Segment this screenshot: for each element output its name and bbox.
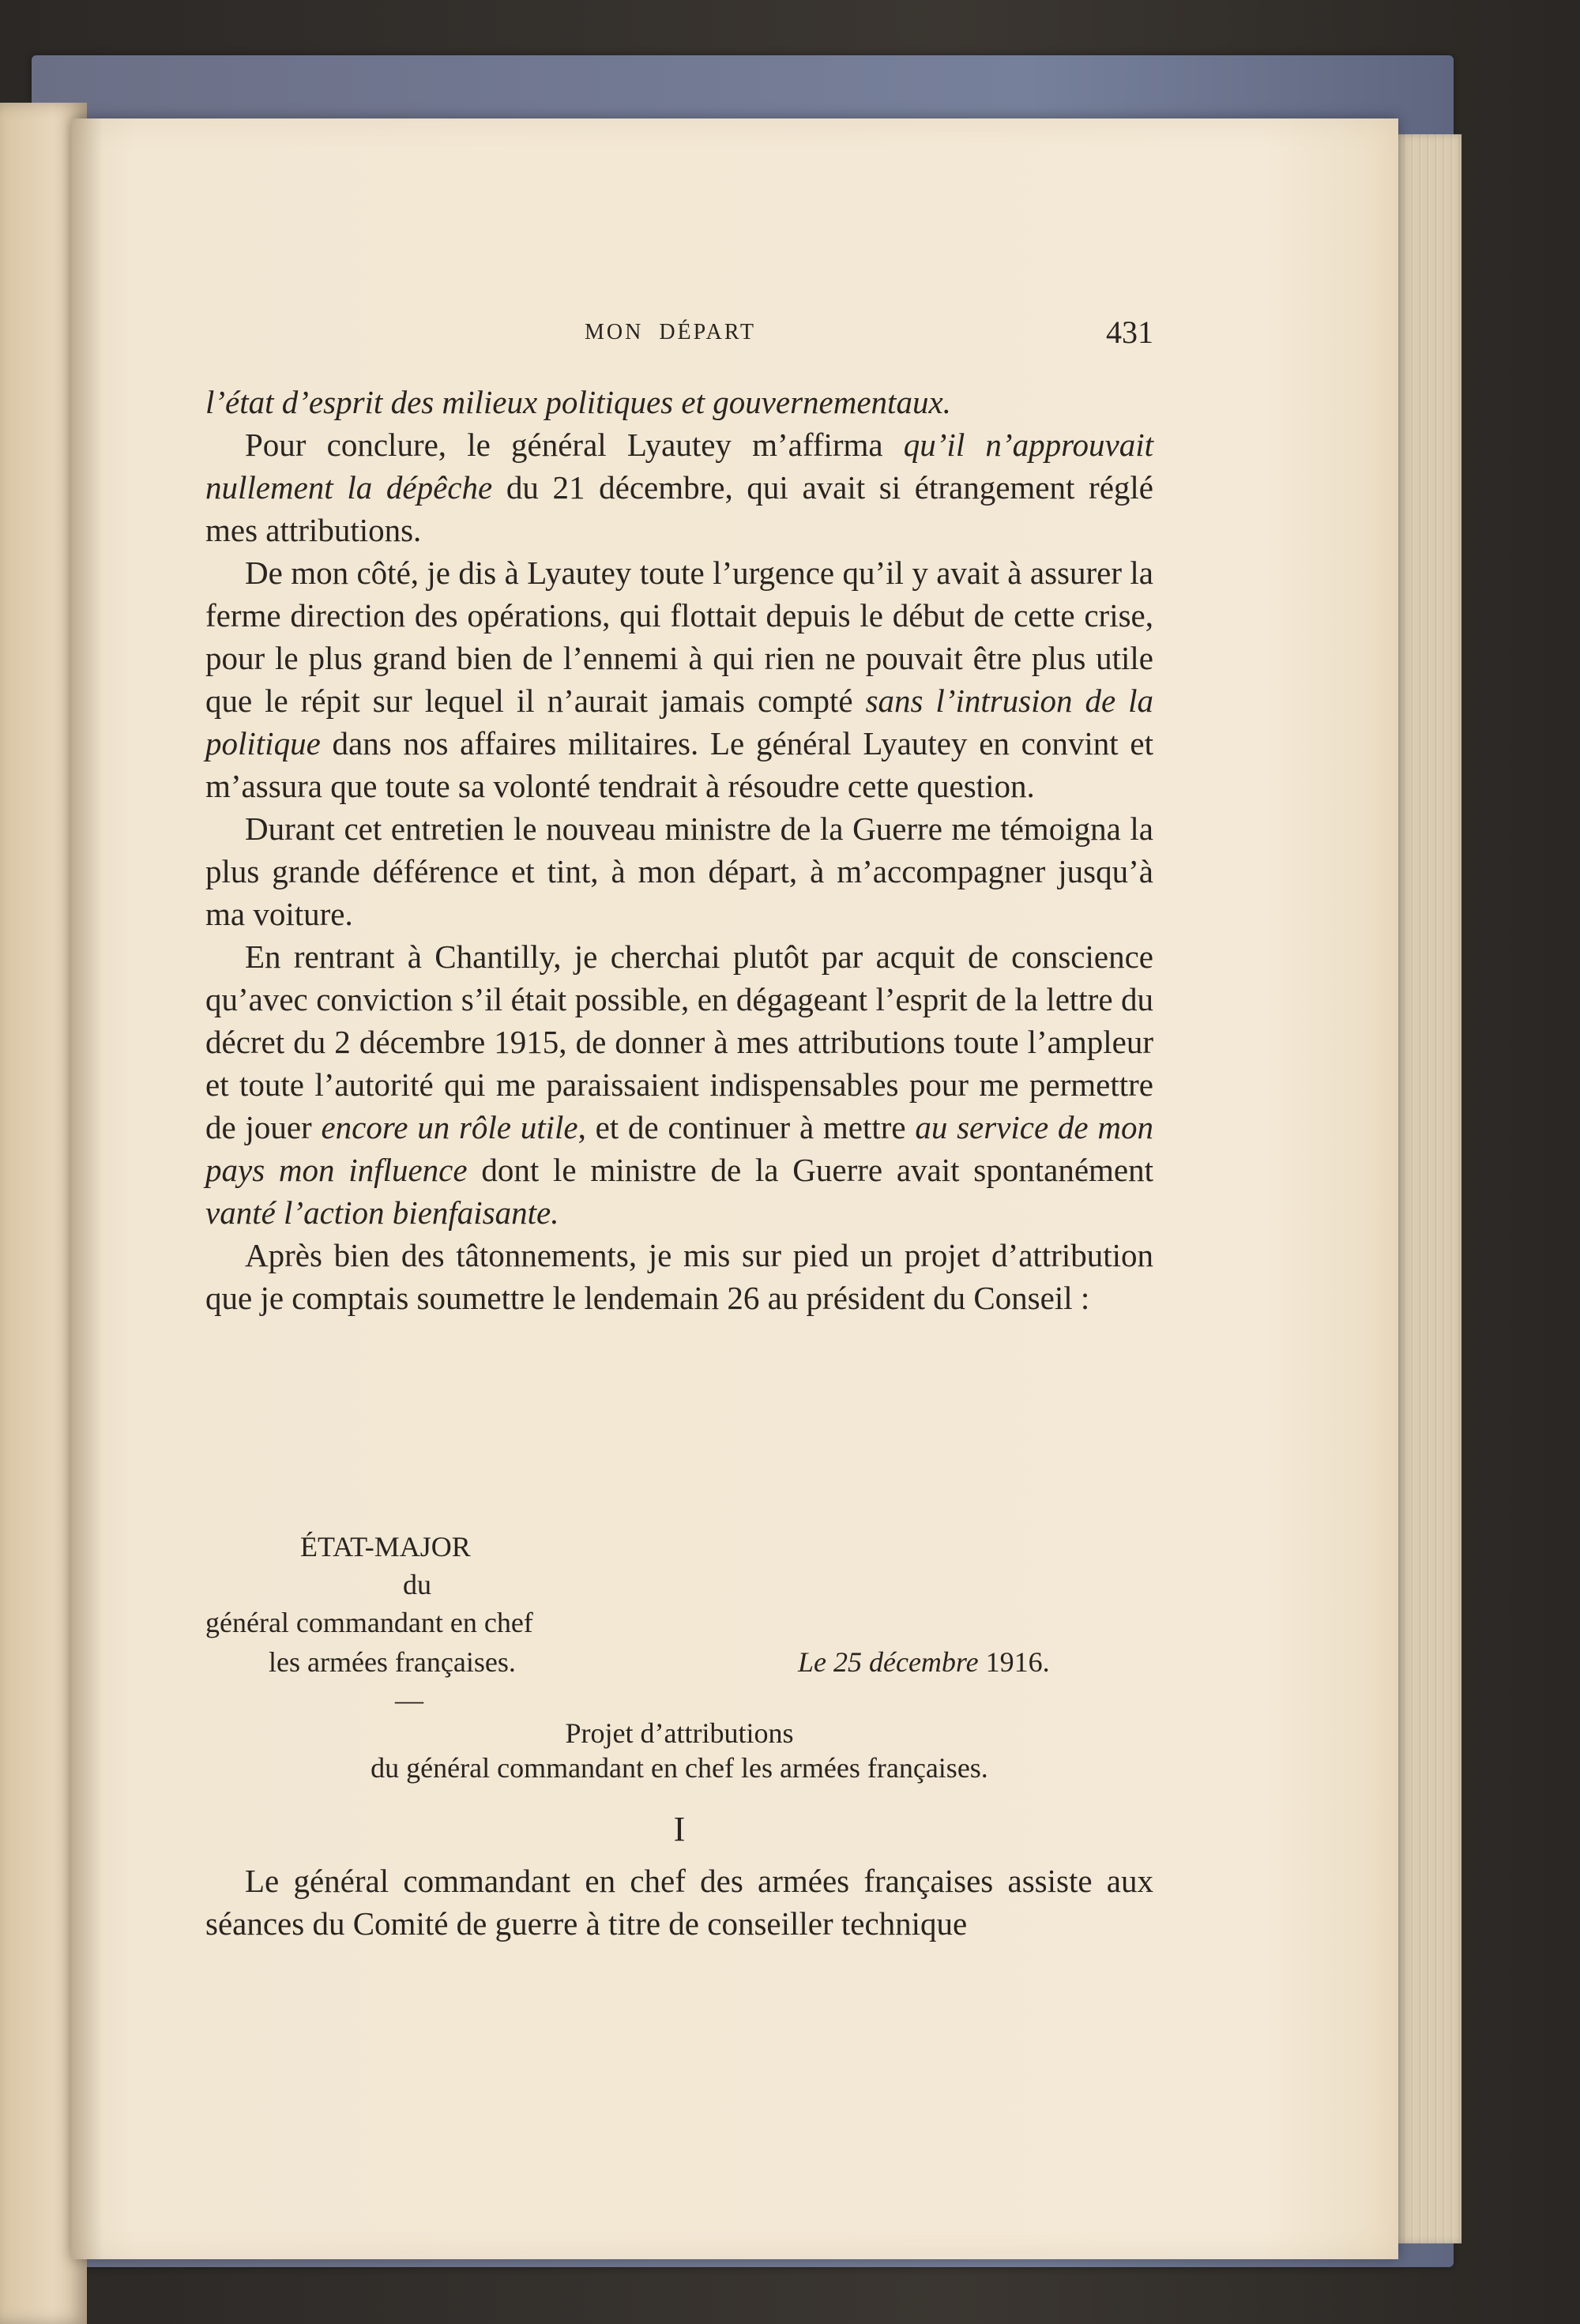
paragraph <box>205 935 1153 1234</box>
paragraph: Le général commandant en chef des armées françaises assiste aux séances du Comité de guerre à titre de conseiller technique <box>205 1863 1153 1942</box>
page-stack-edge <box>1398 134 1462 2243</box>
letterhead-line: du <box>403 1569 431 1600</box>
paragraph <box>205 423 1153 551</box>
italic-run: au service de mon pays mon influence <box>205 1109 1153 1188</box>
text-run: En rentrant à Chantilly, je cherchai plutôt par acquit de conscience qu’avec conviction s’il était possible, en dégageant l’esprit de la lettre du décret du 2 décembre 1915, de donner à mes attributions toute l’ampleur et toute l’autorité qui me paraissaient indispensables pour me permettre de jouer <box>205 938 1153 1145</box>
separator-dash: — <box>395 1684 423 1716</box>
document-title: Projet d’attributions <box>565 1717 794 1749</box>
text-run: De mon côté, je dis à Lyautey toute l’urgence qu’il y avait à assurer la ferme direction des opérations, qui flottait depuis le début de cette crise, pour le plus grand bien de l’ennemi à qui rien ne pouvait être plus utile que le répit sur lequel il n’aurait jamais compté <box>205 555 1153 719</box>
letterhead-line: ÉTAT-MAJOR <box>300 1531 471 1562</box>
italic-run: qu’il n’approuvait nullement la dépêche <box>205 427 1153 506</box>
text-run: dans nos affaires militaires. Le général Lyautey en convint et m’assura que toute sa volonté tendrait à résoudre cette question. <box>205 725 1153 804</box>
date-year: 1916. <box>985 1646 1050 1678</box>
paragraph <box>205 1234 1153 1319</box>
italic-run: l’état d’esprit des milieux politiques et gouvernementaux. <box>205 384 951 420</box>
final-paragraph <box>205 1860 1153 1945</box>
italic-run: sans l’intrusion de la politique <box>205 683 1153 762</box>
text-run: Pour conclure, le général Lyautey m’affirma <box>245 427 904 463</box>
text-run: du 21 décembre, qui avait si étrangement réglé mes attributions. <box>205 469 1153 548</box>
section-numeral: I <box>673 1810 686 1848</box>
body-text <box>205 381 1153 1319</box>
letterhead-line: général commandant en chef <box>205 1607 533 1638</box>
letter-date <box>798 1646 1050 1678</box>
text-run: Durant cet entretien le nouveau ministre de la Guerre me témoigna la plus grande déférence et tint, à mon départ, à m’accompagner jusqu’à ma voiture. <box>205 810 1153 932</box>
date-text: Le 25 décembre <box>798 1646 979 1678</box>
text-run: , et de continuer à mettre <box>577 1109 916 1145</box>
paragraph <box>205 807 1153 935</box>
page-number: 431 <box>1106 314 1153 350</box>
document-subtitle: du général commandant en chef les armées françaises. <box>371 1752 988 1784</box>
text-run: Après bien des tâtonnements, je mis sur pied un projet d’attribution que je comptais soumettre le lendemain 26 au président du Conseil : <box>205 1237 1153 1316</box>
paragraph <box>205 381 1153 423</box>
letterhead-line: les armées françaises. <box>269 1646 516 1678</box>
running-head <box>205 314 1153 367</box>
italic-run: vanté l’action bienfaisante. <box>205 1194 559 1231</box>
running-title: MON DÉPART <box>585 320 756 344</box>
text-run: dont le ministre de la Guerre avait spontanément <box>467 1152 1153 1188</box>
paragraph <box>205 551 1153 807</box>
italic-run: encore un rôle utile <box>321 1109 578 1145</box>
